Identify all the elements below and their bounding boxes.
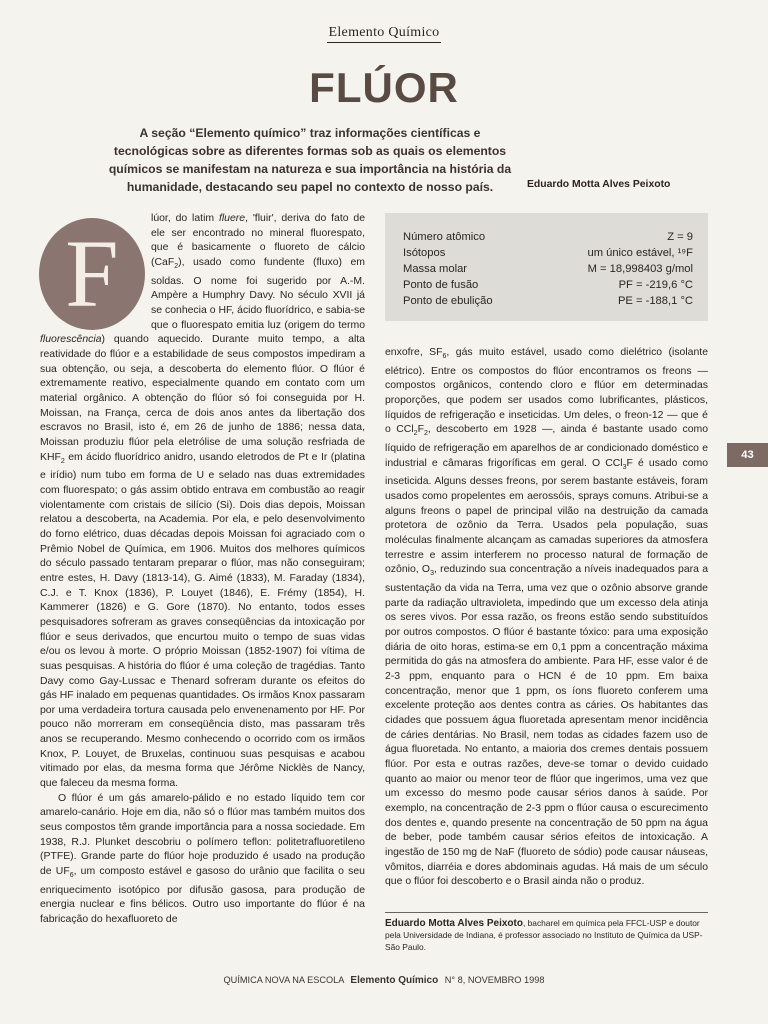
right-paragraph: enxofre, $SF_6$, gás muito estável, usado como dielétrico (isolante elétrico). Entre os compostos do flúor encontramos os freons — compostos orgânicos, contendo cloro e flúor em determinadas proporções, que podem ser usados como lubrificantes, plásticos, líquidos de refrigeração e inseticidas. Um deles, o freon-12 — que é o $CCl_2F_2$, descoberto em 1928 —, ainda é bastante usado como líquido de refrigeração em aparelhos de ar condicionado doméstico e industrial e câmaras frigoríficas em geral. O CCl$_3$F é usado como inseticida. Alguns desses freons, por serem bastante estáveis, foram usados como propelentes em aerossóis, sprays comuns. Atribui-se a alguns freons o papel de principal vilão na destruição da camada protetora de ozônio da Terra. Usados pela população, suas moléculas finalmente alcançam as camadas superiores da atmosfera terrestre e assim interferem no processo natural de formação de ozônio, $O_3$, reduzindo sua concentração a níveis inadequados para a sustentação da vida na Terra, uma vez que o ozônio absorve grande parte da radiação ultravioleta, impedindo que um excesso dela atinja os seres vivos. Por essa razão, os freons estão sendo substituídos por outros compostos. O flúor é bastante tóxico: para uma exposição diária de oito horas, estima-se em 0,1 ppm a concentração máxima permitida do gás na atmosfera do ambiente. Para HF, esse valor é de 2-3 ppm, enquanto para o HCN é de 10 ppm. Em baixa concentração, menor que 1 ppm, os íons fluoreto conferem uma excelente proteção aos dentes contra as cáries. Os habitantes das cidades que possuem água fluoretada apresentam menor incidência de cáries dentárias. No Brasil, nem todas as cidades fazem uso de água fluoretada. No entanto, a maioria dos cremes dentais possuem flúor. Por esta e outras razões, deve-se tomar o devido cuidado quanto ao maior ou menor teor de flúor que ingerimos, uma vez que um excesso do mesmo pode causar sérios danos à saúde. Por exemplo, na concentração de 2-3 ppm o flúor causa o escurecimento dos dentes e, quando presente na concentração de 50 ppm na água de beber, pode também causar sérios efeitos de intoxicação. A ingestão de 150 mg de NaF (fluoreto de sódio) pode causar náuseas, vômitos, diarréia e dores abdominais agudas. Há mais de um século que o flúor foi descoberto e o Brasil ainda não o produz. — [385, 347, 708, 888]
intro-text: A seção “Elemento químico” traz informações científicas e tecnológicas sobre as diferentes formas sob as quais os elementos químicos se manifestam na natureza e sua importância na história da humanidade, destacando seu papel no contexto de nosso país. — [108, 126, 512, 194]
dropcap-letter: F — [39, 218, 145, 330]
author-bio: Eduardo Motta Alves Peixoto, bacharel em química pela FFCL-USP e doutor pela Universidade de Indiana, é professor associado no Instituto de Química da USP-São Paulo. — [385, 918, 703, 952]
page-number-tab: 43 — [727, 443, 768, 467]
left-paragraph-2: O flúor é um gás amarelo-pálido e no estado líquido tem cor amarelo-canário. Hoje em dia, não só o flúor mas também muitos dos seus compostos têm grande importância para a nossa sociedade. Em 1938, R.J. Plunket descobriu o polímero teflon: politetrafluoretileno (PTFE). Grande parte do flúor hoje produzido é usado na produção de $UF_6$, um composto estável e gasoso do urânio que facilita o seu enriquecimento isotópico por difusão gasosa, para produção de energia nuclear e fins bélicos. Outro uso importante do flúor é na fabricação do hexafluoreto de — [40, 792, 365, 926]
author-byline: Eduardo Motta Alves Peixoto — [527, 179, 671, 190]
bio-divider — [385, 912, 708, 913]
section-header: Elemento Químico — [0, 25, 768, 43]
left-paragraph-1: lúor, do latim fluere, 'fluir', deriva do fato de ele ser encontrado no mineral fluorespato, que é basicamente o fluoreto de cálcio (CaF$_2$), usado como fundente (fluxo) em soldas. O nome foi sugerido por A.-M. Ampère a Humphry Davy. No século XVII já se conhecia o HF, ácido fluorídrico, e sabia-se que o fluorespato emitia luz (origem do termo fluorescência) quando aquecido. Durante muito tempo, a alta reatividade do flúor e a estabilidade de seus compostos impediram a sua obtenção, ou seja, a descoberta do elemento flúor. O flúor é extremamente reativo, especialmente quando em contato com um material orgânico. A obtenção do flúor só foi conseguida por H. Moissan, na França, cerca de dois anos antes da libertação dos escravos no Brasil, isto é, em 26 de junho de 1886; nessa data, Moissan produziu flúor pela eletrólise de uma solução resfriada de $KHF_2$ em ácido fluorídrico anidro, usando eletrodos de Pt e Ir (platina e irídio) num tubo em forma de U e selado nas duas extremidades com fluorespato; o gás assim obtido entrava em combustão ao reagir violentamente com cristais de silício (Si). Dois dias depois, Moissan relatou a descoberta, na Academia. Por ela, e pelo desenvolvimento do forno elétrico, duas décadas depois Moissan foi agraciado com o Prêmio Nobel de Química, em 1906. Muitos dos melhores químicos do século passado tentaram preparar o flúor, mas não conseguiram; entre estes, H. Davy (1813-14), G. Aimé (1833), M. Faraday (1834), C.J. e T. Knox (1836), P. Louyet (1846), E. Frémy (1854), H. Kammerer (1826) e G. Gore (1870). No entanto, todos esses pesquisadores sofreram as graves conseqüências da intoxicação por flúor e seus derivados, que encurtou muito o tempo de suas vidas e/ou os levou à morte. O próprio Moissan (1852-1907) foi vítima de suas pesquisas. A história do flúor é uma coleção de tragédias. Tanto Davy como Gay-Lussac e Thenard sofreram durante os efeitos do gás HF inalado em pequenas quantidades. Os irmãos Knox passaram por uma verdadeira tortura causada pelo envenenamento por HF. Por pouco não morreram em conseqüência disto, mas passaram três anos se recuperando. Mesmo conhecendo o ocorrido com os irmãos Knox, P. Louyet, de Bruxelas, continuou suas pesquisas e acabou vitimado por elas, da mesma forma que Jérôme Nicklès de Nancy, que faleceu da mesma forma. — [40, 213, 365, 790]
page-title: FLÚOR — [309, 64, 459, 111]
left-column — [40, 212, 365, 928]
page-footer: QUÍMICA NOVA NA ESCOLA Elemento Químico N° 8, NOVEMBRO 1998 — [223, 975, 545, 986]
element-data-table: Número atômico Z = 9 Isótopos um único estável, ¹⁹F Massa molar M = 18,998403 g/mol Ponto de fusão PF = -219,6 °C Ponto de ebulição PE = -188,1 °C — [385, 213, 708, 321]
right-column — [385, 346, 708, 890]
